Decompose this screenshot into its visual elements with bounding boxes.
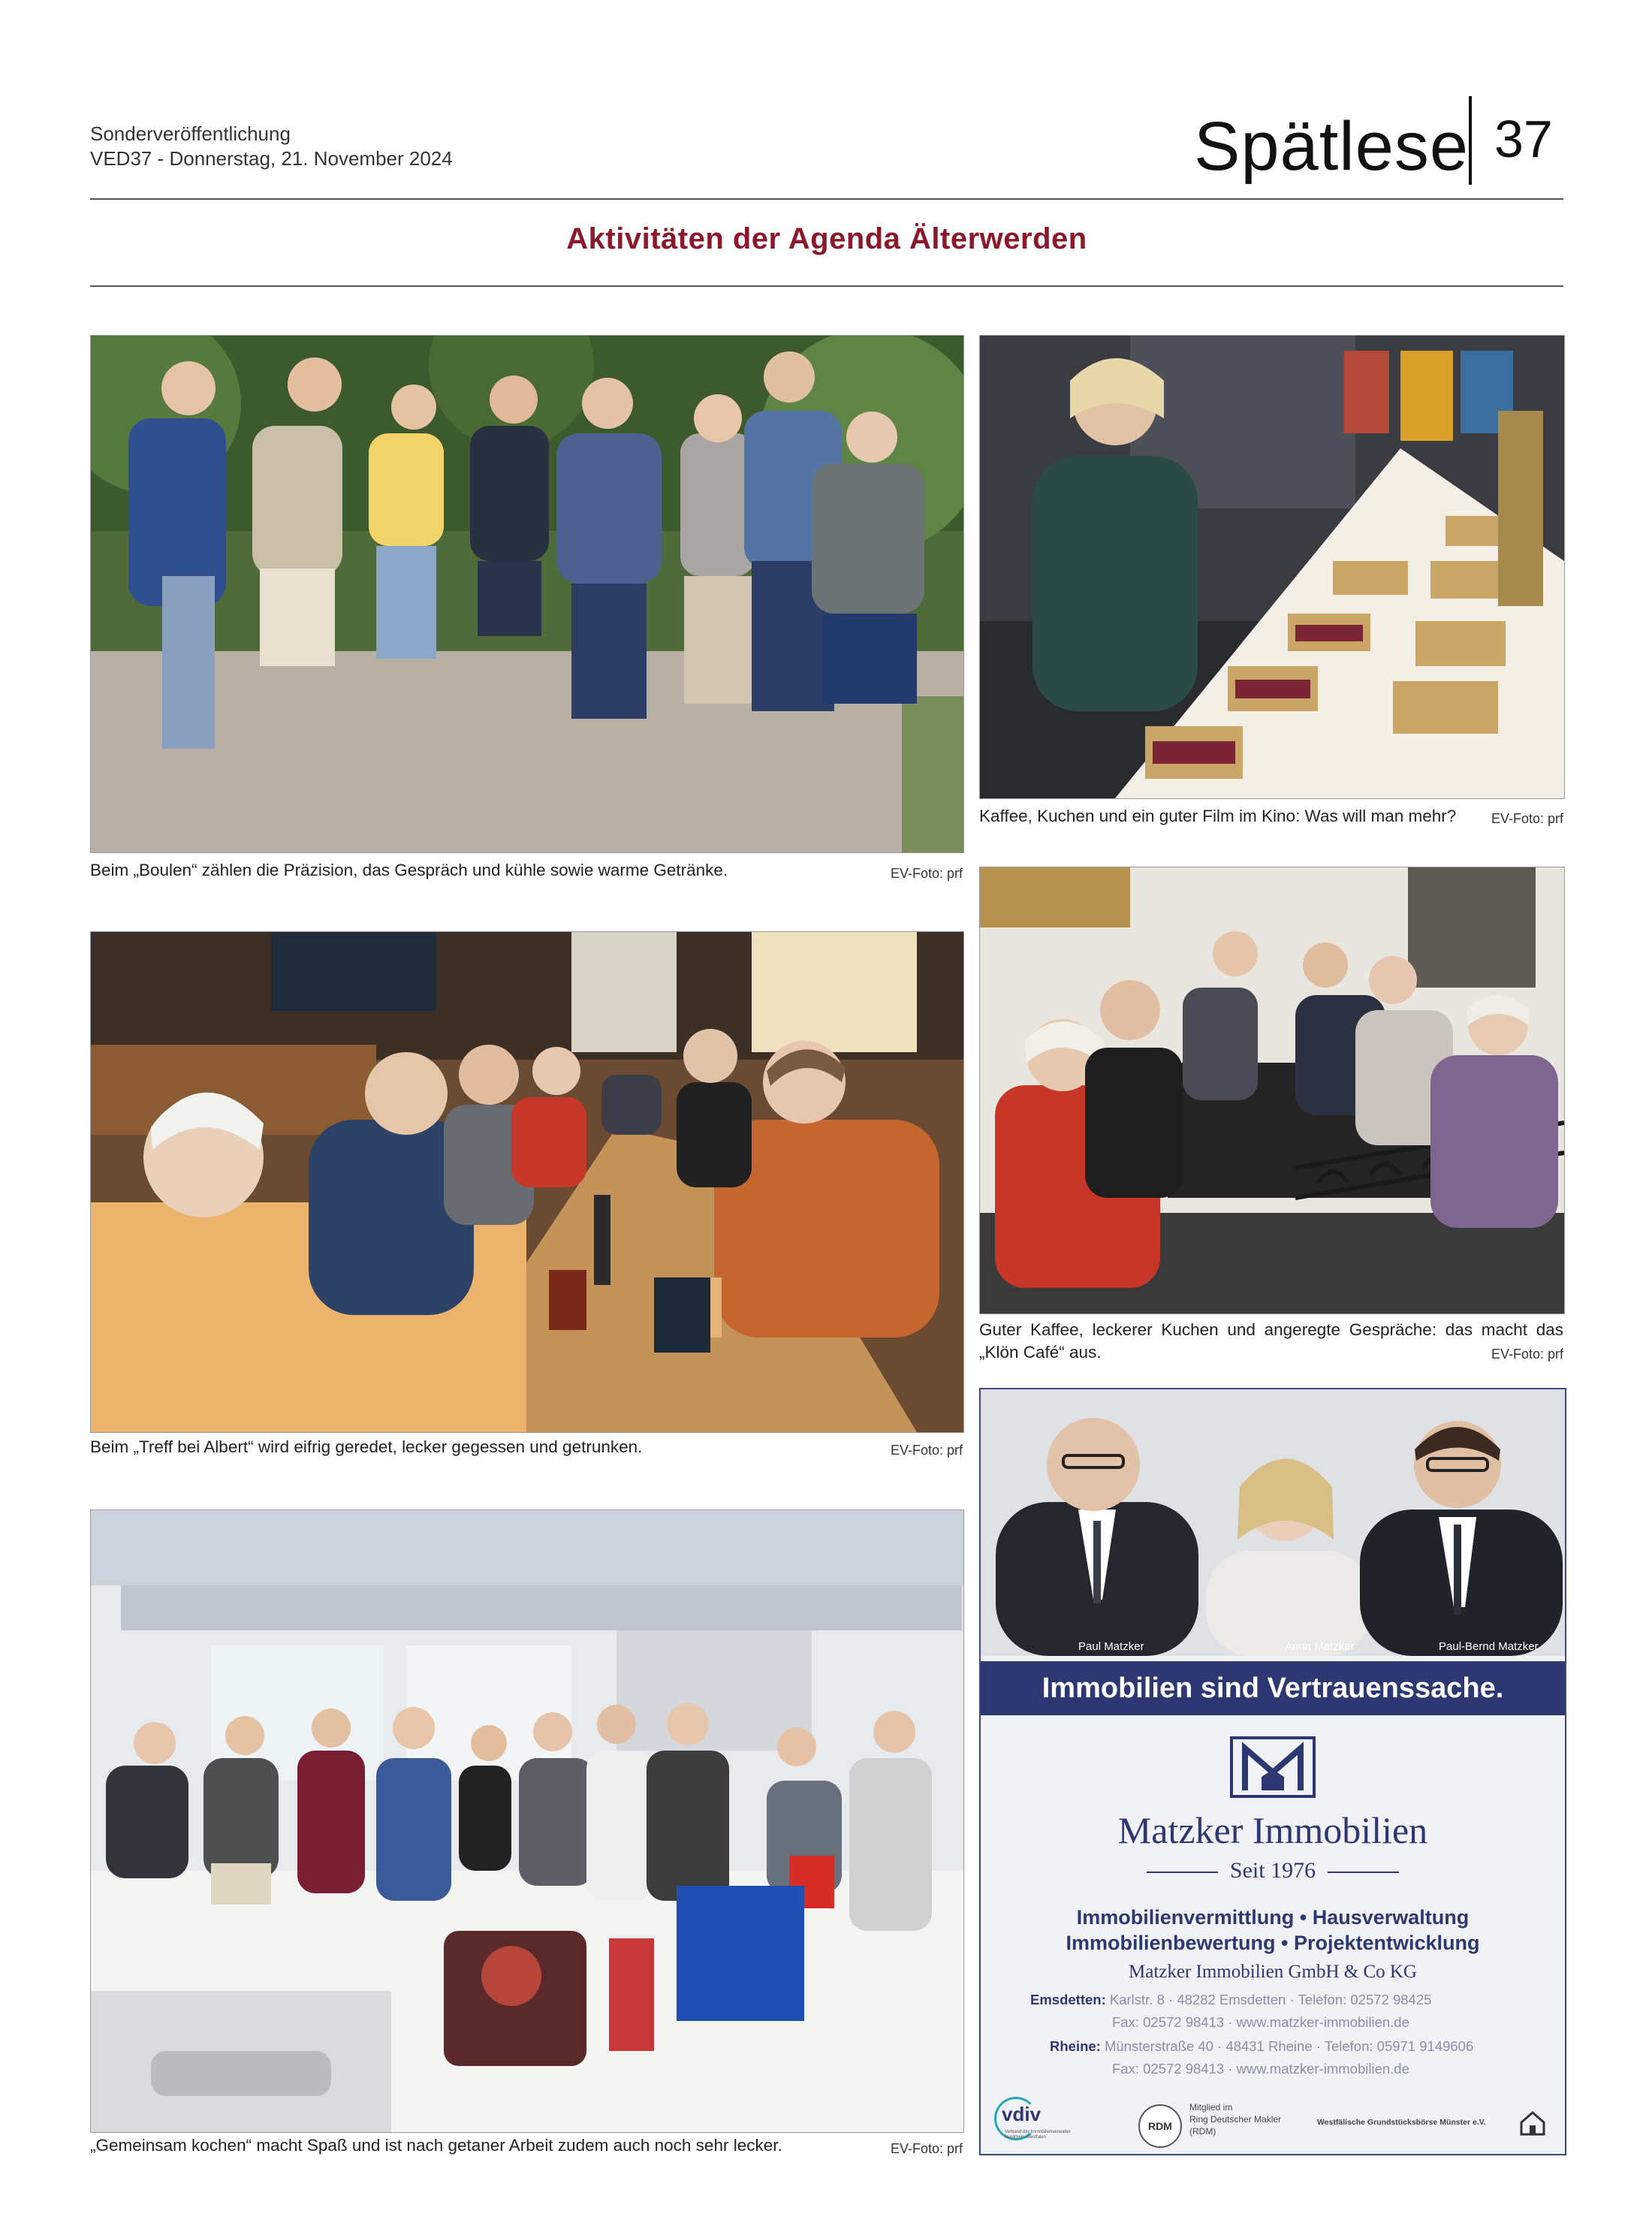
issue-date: VED37 - Donnerstag, 21. November 2024 bbox=[90, 147, 453, 170]
ad-address-text: Karlstr. 8 · 48282 Emsdetten · Telefon: 02572 98425 bbox=[1109, 1992, 1432, 2007]
ad-contact-text[interactable]: Fax: 02572 98413 · www.matzker-immobilien.de bbox=[1112, 2014, 1409, 2030]
ad-location-label: Emsdetten: bbox=[1030, 1992, 1106, 2007]
ad-slogan: Immobilien sind Vertrauenssache. bbox=[981, 1661, 1565, 1715]
ad-founded bbox=[981, 1858, 1565, 1884]
ad-services: Immobilienvermittlung • Hausverwaltung bbox=[1076, 1906, 1470, 1929]
photo-credit: EV-Foto: prf bbox=[1491, 1347, 1563, 1362]
section-rule bbox=[90, 285, 1563, 287]
house-icon bbox=[1518, 2109, 1547, 2137]
cake-buffet-photo bbox=[979, 335, 1565, 799]
ad-team-photo bbox=[981, 1389, 1565, 1656]
photo-caption: Kaffee, Kuchen und ein guter Film im Kino: Was will man mehr? bbox=[979, 807, 1457, 825]
ad-rule bbox=[1328, 1872, 1399, 1873]
vdiv-text: vdiv bbox=[1002, 2103, 1042, 2125]
photo-caption: Beim „Boulen“ zählen die Präzision, das Gespräch und kühle sowie warme Getränke. bbox=[90, 861, 728, 879]
supplement-label: Sonderveröffentlichung bbox=[90, 122, 291, 145]
ad-name: Paul-Bernd Matzker bbox=[1439, 1640, 1539, 1653]
ad-since-text: Seit 1976 bbox=[1229, 1858, 1316, 1883]
ad-address-rheine bbox=[1050, 2035, 1473, 2058]
page-number: 37 bbox=[1494, 110, 1553, 168]
member-line: Mitglied im bbox=[1189, 2102, 1233, 2113]
member-line: Ring Deutscher Makler bbox=[1189, 2114, 1282, 2125]
ad-name: Paul Matzker bbox=[1078, 1640, 1144, 1653]
ad-location-label: Rheine: bbox=[1050, 2038, 1101, 2054]
cooking-group-photo bbox=[90, 1510, 964, 2133]
header-rule bbox=[90, 198, 1563, 200]
ad-legal-name: Matzker Immobilien GmbH & Co KG bbox=[1129, 1962, 1417, 1982]
westfalen-exchange-text: Westfälische Grundstücksbörse Münster e.V. bbox=[1317, 2118, 1486, 2127]
photo-credit: EV-Foto: prf bbox=[890, 1443, 963, 1458]
house-m-logo-icon bbox=[1228, 1735, 1317, 1799]
publication-info bbox=[90, 122, 453, 171]
ad-services: Immobilienbewertung • Projektentwicklung bbox=[1066, 1932, 1480, 1954]
photo-credit: EV-Foto: prf bbox=[890, 866, 963, 881]
ad-memberships bbox=[981, 2092, 1565, 2152]
ad-name: Anna Matzker bbox=[1285, 1640, 1355, 1653]
ad-address-text: Münsterstraße 40 · 48431 Rheine · Telefon: 05971 9149606 bbox=[1104, 2038, 1474, 2054]
vdiv-logo bbox=[994, 2097, 1071, 2142]
kloen-cafe-photo bbox=[979, 867, 1565, 1314]
real-estate-advertisement[interactable] bbox=[979, 1388, 1566, 2155]
photo-caption: Beim „Treff bei Albert“ wird eifrig geredet, lecker gegessen und getrunken. bbox=[90, 1437, 643, 1456]
photo-credit: EV-Foto: prf bbox=[1491, 811, 1563, 826]
treff-bei-albert-photo bbox=[90, 931, 964, 1433]
ad-contact-text[interactable]: Fax: 02572 98413 · www.matzker-immobilien.de bbox=[1112, 2061, 1409, 2077]
boule-group-photo bbox=[90, 335, 964, 853]
rdm-membership-text bbox=[1189, 2101, 1281, 2137]
member-line: (RDM) bbox=[1189, 2126, 1216, 2137]
page-title: Spätlese bbox=[1194, 108, 1470, 185]
photo-caption: Guter Kaffee, leckerer Kuchen und angeregte Gespräche: das macht das „Klön Café“ aus. bbox=[979, 1320, 1563, 1362]
section-title: Aktivitäten der Agenda Älterwerden bbox=[566, 222, 1087, 255]
ad-rule bbox=[1147, 1872, 1218, 1873]
photo-credit: EV-Foto: prf bbox=[890, 2141, 963, 2156]
rdm-logo: RDM bbox=[1138, 2104, 1182, 2148]
vdiv-subtext: Verband der Immobilienverwalter Nordrhein-Westfalen bbox=[1005, 2130, 1071, 2140]
ad-address-emsdetten bbox=[1030, 1989, 1431, 2011]
photo-caption: „Gemeinsam kochen“ macht Spaß und ist nach getaner Arbeit zudem auch noch sehr lecker. bbox=[90, 2136, 782, 2155]
header-divider bbox=[1469, 96, 1472, 185]
ad-name-labels bbox=[981, 1640, 1565, 1658]
ad-company-name: Matzker Immobilien bbox=[1117, 1809, 1428, 1851]
